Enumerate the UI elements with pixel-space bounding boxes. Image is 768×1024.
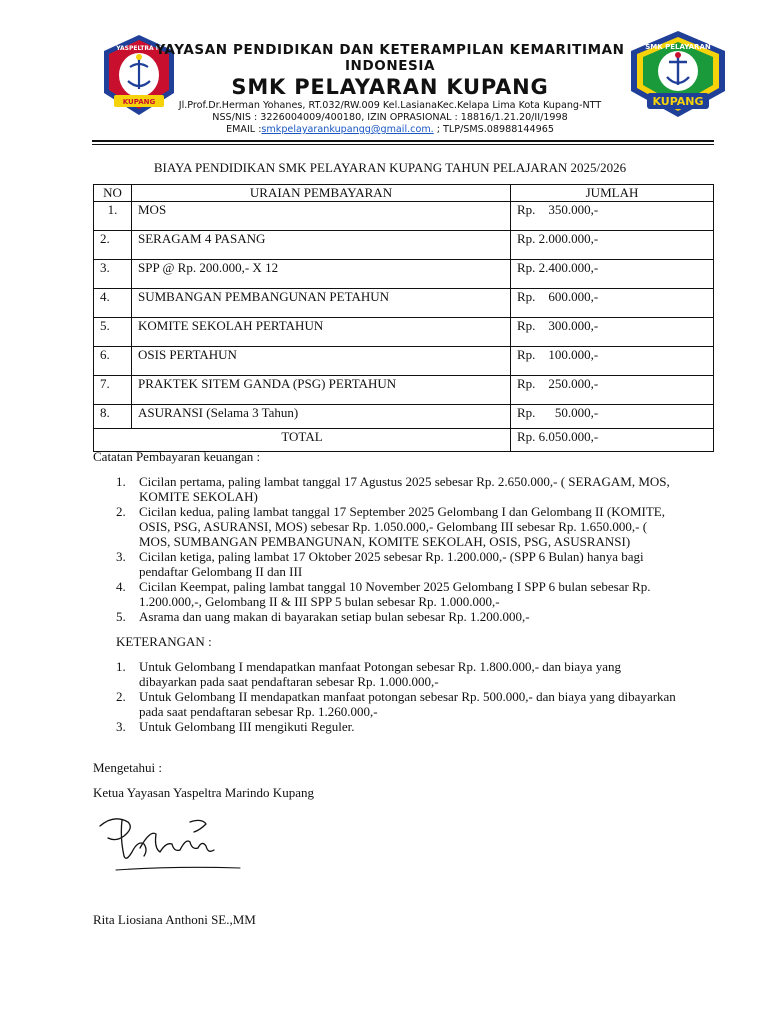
row-no: 6.: [94, 347, 132, 376]
row-item: PRAKTEK SITEM GANDA (PSG) PERTAHUN: [132, 376, 511, 405]
row-amount: Rp. 2.400.000,-: [511, 260, 714, 289]
row-no: 1.: [94, 202, 132, 231]
list-item: [116, 549, 676, 579]
school-address: Jl.Prof.Dr.Herman Yohanes, RT.032/RW.009 Kel.LasianaKec.Kelapa Lima Kota Kupang-NTT: [178, 100, 602, 111]
list-item-number: 5.: [116, 609, 126, 624]
list-item-text: Untuk Gelombang I mendapatkan manfaat Potongan sebesar Rp. 1.800.000,- dan biaya yang dibayarkan pada saat pendaftaran sebesar Rp. 1.000.000,-: [139, 659, 621, 689]
header-amount: JUMLAH: [511, 185, 714, 202]
acknowledged-label: Mengetahui :: [93, 760, 162, 775]
row-amount: Rp. 2.000.000,-: [511, 231, 714, 260]
email-link[interactable]: smkpelayarankupangg@gmail.com.: [261, 124, 434, 135]
row-no: 8.: [94, 405, 132, 429]
document-title: BIAYA PENDIDIKAN SMK PELAYARAN KUPANG TAHUN PELAJARAN 2025/2026: [153, 160, 627, 175]
row-amount: Rp. 300.000,-: [511, 318, 714, 347]
logo-left-bottom-text: KUPANG: [122, 98, 156, 106]
payment-notes-list: [116, 474, 676, 624]
list-item-number: 1.: [116, 659, 126, 674]
fee-table: [93, 184, 714, 452]
list-item: [116, 504, 676, 549]
list-item-text: Cicilan kedua, paling lambat tanggal 17 September 2025 Gelombang I dan Gelombang II (KOMITE, OSIS, PSG, ASURANSI, MOS) sebesar Rp. 1.050.000,- Gelombang III sebesar Rp. 1.650.000,- ( MOS, SUMBANGAN PEMBANGUNAN, KOMITE SEKOLAH, OSIS, PSG, ASUSRANSI): [139, 504, 665, 549]
table-row: [94, 347, 714, 376]
row-amount: Rp. 350.000,-: [511, 202, 714, 231]
school-name: SMK PELAYARAN KUPANG: [231, 75, 549, 99]
list-item: [116, 719, 676, 734]
list-item: [116, 609, 676, 624]
row-amount: Rp. 100.000,-: [511, 347, 714, 376]
list-item: [116, 474, 676, 504]
row-amount: Rp. 50.000,-: [511, 405, 714, 429]
logo-left-top-text: YASPELTRA M: [116, 45, 162, 52]
row-item: SPP @ Rp. 200.000,- X 12: [132, 260, 511, 289]
email-label: EMAIL :: [226, 124, 262, 135]
signer-position: Ketua Yayasan Yaspeltra Marindo Kupang: [93, 785, 314, 800]
list-item-number: 1.: [116, 474, 126, 489]
logo-right-top-text: SMK PELAYARAN: [645, 43, 711, 51]
list-item-number: 2.: [116, 689, 126, 704]
table-header-row: [94, 185, 714, 202]
signer-name: Rita Liosiana Anthoni SE.,MM: [93, 912, 256, 927]
header-item: URAIAN PEMBAYARAN: [132, 185, 511, 202]
row-item: KOMITE SEKOLAH PERTAHUN: [132, 318, 511, 347]
payment-notes-label: Catatan Pembayaran keuangan :: [93, 449, 261, 464]
list-item-text: Cicilan Keempat, paling lambat tanggal 10 November 2025 Gelombang I SPP 6 bulan sebesar Rp. 1.200.000,-, Gelombang II & III SPP 5 bulan sebesar Rp. 1.000.000,-: [139, 579, 651, 609]
header-no: NO: [94, 185, 132, 202]
list-item-text: Untuk Gelombang II mendapatkan manfaat potongan sebesar Rp. 500.000,- dan biaya yang dibayarkan pada saat pendaftaran sebesar Rp. 1.260.000,-: [139, 689, 676, 719]
letterhead: [0, 0, 768, 140]
foundation-name-line2: INDONESIA: [344, 58, 436, 74]
logo-right-bottom-text: KUPANG: [652, 95, 704, 108]
list-item: [116, 689, 676, 719]
row-amount: Rp. 600.000,-: [511, 289, 714, 318]
list-item-number: 4.: [116, 579, 126, 594]
table-row: [94, 289, 714, 318]
remarks-label: KETERANGAN :: [116, 634, 212, 649]
letterhead-text: [150, 42, 630, 136]
row-item: MOS: [132, 202, 511, 231]
row-no: 2.: [94, 231, 132, 260]
row-no: 3.: [94, 260, 132, 289]
table-row: [94, 231, 714, 260]
row-no: 7.: [94, 376, 132, 405]
remarks-list: [116, 659, 676, 734]
list-item-number: 3.: [116, 549, 126, 564]
table-row: [94, 405, 714, 429]
list-item: [116, 659, 676, 689]
list-item-number: 2.: [116, 504, 126, 519]
table-row: [94, 318, 714, 347]
total-label: TOTAL: [94, 429, 511, 452]
row-item: SUMBANGAN PEMBANGUNAN PETAHUN: [132, 289, 511, 318]
row-no: 4.: [94, 289, 132, 318]
row-no: 5.: [94, 318, 132, 347]
letterhead-divider-thick: [92, 140, 714, 142]
row-item: ASURANSI (Selama 3 Tahun): [132, 405, 511, 429]
row-item: SERAGAM 4 PASANG: [132, 231, 511, 260]
list-item-number: 3.: [116, 719, 126, 734]
letterhead-divider-thin: [92, 144, 714, 145]
school-registration: NSS/NIS : 3226004009/400180, IZIN OPRASIONAL : 18816/1.21.20/II/1998: [212, 112, 568, 123]
table-row: [94, 202, 714, 231]
row-item: OSIS PERTAHUN: [132, 347, 511, 376]
phone-text: ; TLP/SMS.08988144965: [433, 124, 554, 135]
list-item: [116, 579, 676, 609]
list-item-text: Cicilan pertama, paling lambat tanggal 17 Agustus 2025 sebesar Rp. 2.650.000,- ( SERAGAM, MOS, KOMITE SEKOLAH): [139, 474, 670, 504]
list-item-text: Asrama dan uang makan di bayarakan setiap bulan sebesar Rp. 1.200.000,-: [139, 609, 530, 624]
table-row: [94, 260, 714, 289]
list-item-text: Cicilan ketiga, paling lambat 17 Oktober 2025 sebesar Rp. 1.200.000,- (SPP 6 Bulan) hanya bagi pendaftar Gelombang II dan III: [139, 549, 644, 579]
handwritten-signature: [94, 808, 244, 878]
foundation-name: YAYASAN PENDIDIKAN DAN KETERAMPILAN KEMARITIMAN: [155, 42, 625, 58]
table-row: [94, 376, 714, 405]
list-item-text: Untuk Gelombang III mengikuti Reguler.: [139, 719, 355, 734]
smk-pelayaran-logo: [627, 29, 729, 119]
row-amount: Rp. 250.000,-: [511, 376, 714, 405]
school-contact: [150, 124, 630, 136]
total-amount: Rp. 6.050.000,-: [511, 429, 714, 452]
